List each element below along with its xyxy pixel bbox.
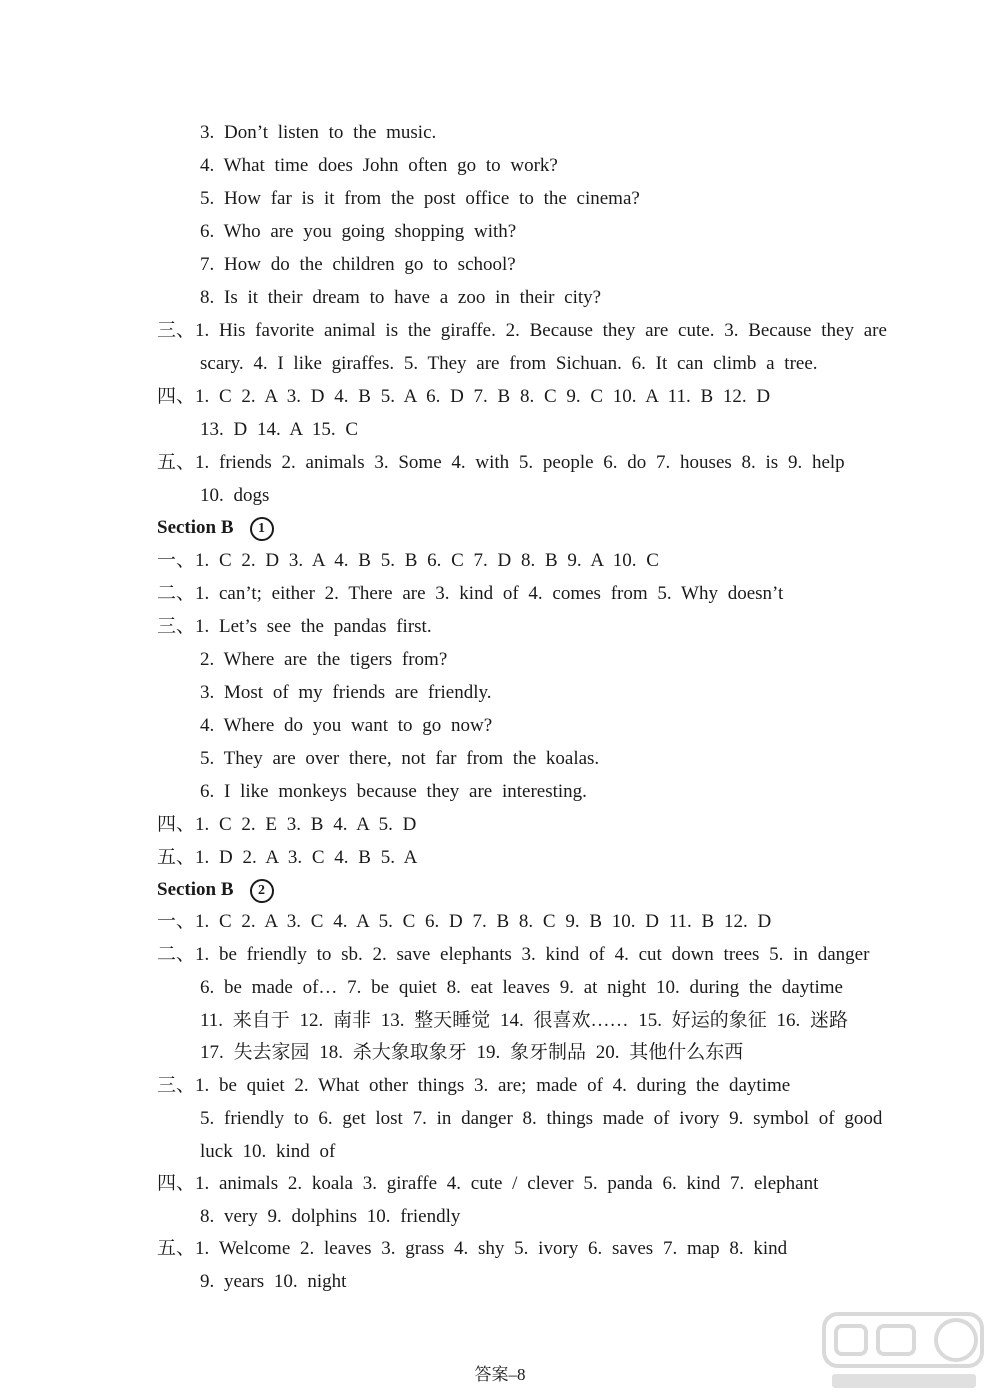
answer-line: 三、1. His favorite animal is the giraffe. 2. Because they are cute. 3. Because they are (157, 320, 887, 341)
answer-line: 10. dogs (200, 485, 270, 506)
watermark-logo (818, 1312, 988, 1392)
answer-line: 五、1. D 2. A 3. C 4. B 5. A (157, 847, 418, 868)
answer-line: 五、1. friends 2. animals 3. Some 4. with 5. people 6. do 7. houses 8. is 9. help (157, 452, 845, 473)
answer-line: 二、1. can’t; either 2. There are 3. kind of 4. comes from 5. Why doesn’t (157, 583, 784, 604)
section-heading (157, 878, 274, 903)
section-number-circle: 2 (250, 879, 274, 903)
answer-line: 9. years 10. night (200, 1271, 347, 1292)
answer-line: 4. What time does John often go to work? (200, 155, 558, 176)
answer-line: luck 10. kind of (200, 1141, 336, 1162)
answer-line: 一、1. C 2. A 3. C 4. A 5. C 6. D 7. B 8. C 9. B 10. D 11. B 12. D (157, 911, 772, 932)
section-title: Section B (157, 517, 234, 538)
answer-line: 8. very 9. dolphins 10. friendly (200, 1206, 461, 1227)
answer-line: 5. They are over there, not far from the koalas. (200, 748, 600, 769)
watermark-logo-icon (818, 1312, 988, 1392)
answer-line: 8. Is it their dream to have a zoo in their city? (200, 287, 602, 308)
answer-line: 2. Where are the tigers from? (200, 649, 448, 670)
answer-line: 四、1. animals 2. koala 3. giraffe 4. cute / clever 5. panda 6. kind 7. elephant (157, 1173, 819, 1194)
answer-line: 三、1. Let’s see the pandas first. (157, 616, 432, 637)
answer-line: 5. friendly to 6. get lost 7. in danger 8. things made of ivory 9. symbol of good (200, 1108, 883, 1129)
section-title: Section B (157, 879, 234, 900)
answer-line: 一、1. C 2. D 3. A 4. B 5. B 6. C 7. D 8. B 9. A 10. C (157, 550, 659, 571)
answer-line: 四、1. C 2. E 3. B 4. A 5. D (157, 814, 417, 835)
answer-line: 6. be made of… 7. be quiet 8. eat leaves 9. at night 10. during the daytime (200, 977, 843, 998)
answer-line: 7. How do the children go to school? (200, 254, 516, 275)
answer-line: 6. Who are you going shopping with? (200, 221, 517, 242)
section-heading (157, 516, 274, 541)
answer-line: 3. Most of my friends are friendly. (200, 682, 492, 703)
answer-line: scary. 4. I like giraffes. 5. They are from Sichuan. 6. It can climb a tree. (200, 353, 818, 374)
answer-line: 6. I like monkeys because they are interesting. (200, 781, 587, 802)
answer-line: 5. How far is it from the post office to the cinema? (200, 188, 640, 209)
answer-line: 3. Don’t listen to the music. (200, 122, 437, 143)
section-number-circle: 1 (250, 517, 274, 541)
answer-line: 13. D 14. A 15. C (200, 419, 359, 440)
answer-line: 五、1. Welcome 2. leaves 3. grass 4. shy 5. ivory 6. saves 7. map 8. kind (157, 1238, 788, 1259)
answer-line: 11. 来自于 12. 南非 13. 整天睡觉 14. 很喜欢…… 15. 好运的象征 16. 迷路 (200, 1010, 849, 1031)
answer-line: 四、1. C 2. A 3. D 4. B 5. A 6. D 7. B 8. C 9. C 10. A 11. B 12. D (157, 386, 771, 407)
answer-line: 三、1. be quiet 2. What other things 3. are; made of 4. during the daytime (157, 1075, 791, 1096)
answer-line: 17. 失去家园 18. 杀大象取象牙 19. 象牙制品 20. 其他什么东西 (200, 1042, 744, 1063)
answer-line: 4. Where do you want to go now? (200, 715, 493, 736)
answer-line: 二、1. be friendly to sb. 2. save elephants 3. kind of 4. cut down trees 5. in danger (157, 944, 870, 965)
page-number: 答案–8 (474, 1365, 526, 1384)
